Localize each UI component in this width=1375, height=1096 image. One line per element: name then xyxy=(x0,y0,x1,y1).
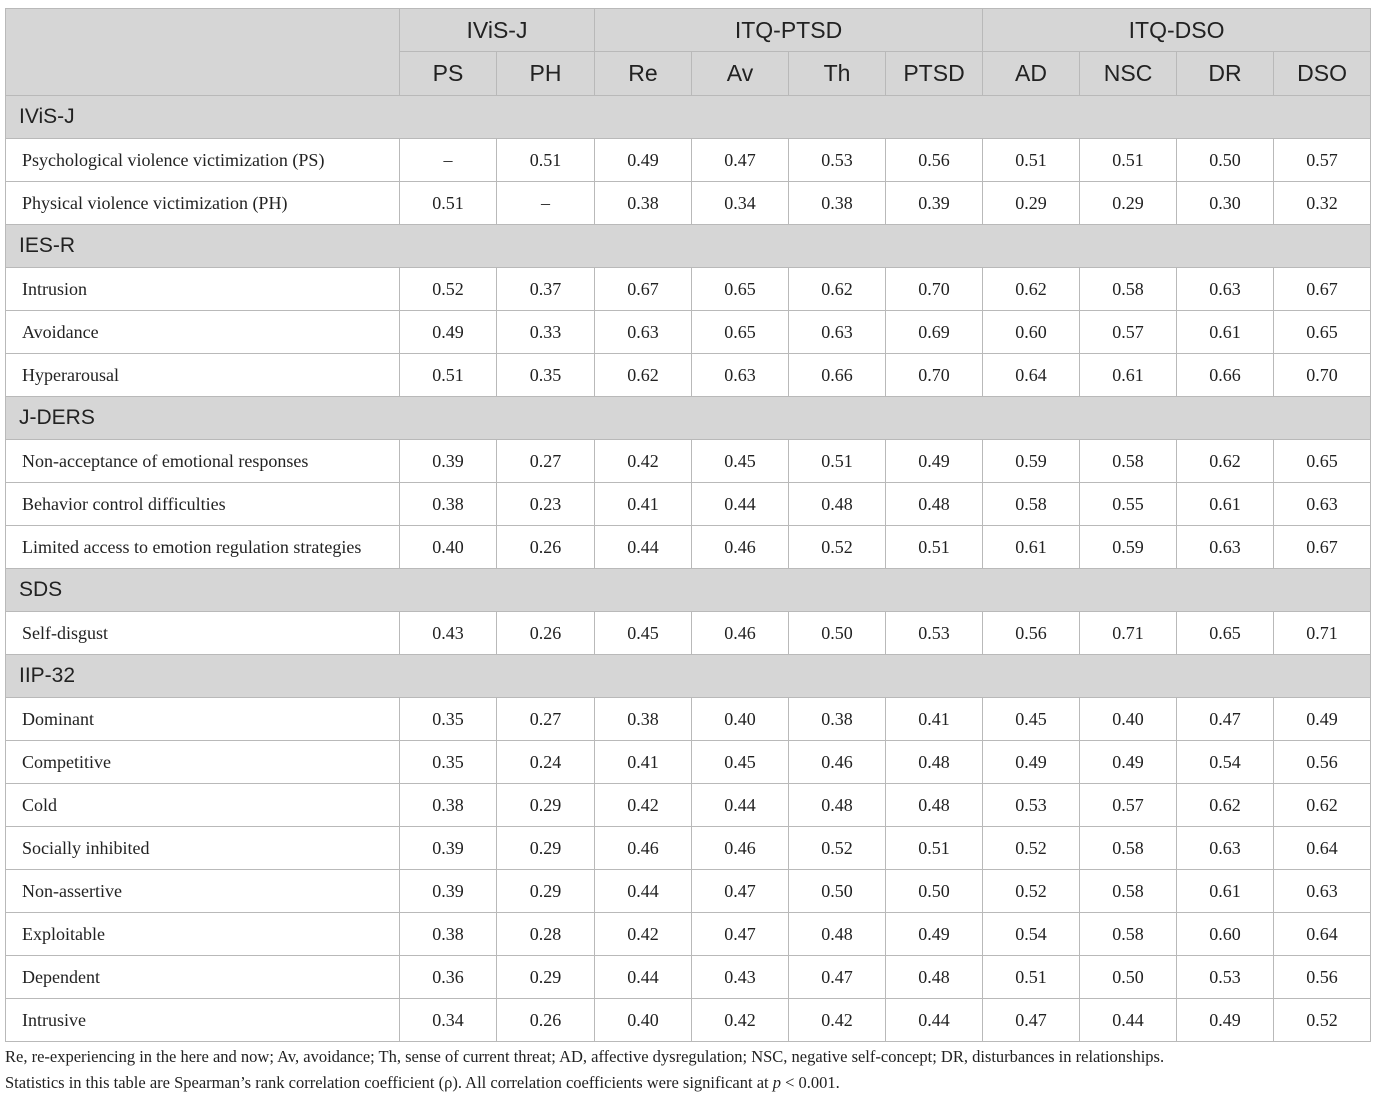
cell-dr: 0.62 xyxy=(1177,440,1274,483)
cell-ptsd: 0.51 xyxy=(886,827,983,870)
group-header-2: ITQ-DSO xyxy=(983,9,1371,52)
cell-ptsd: 0.70 xyxy=(886,268,983,311)
cell-th: 0.52 xyxy=(789,526,886,569)
cell-dr: 0.54 xyxy=(1177,741,1274,784)
cell-ptsd: 0.69 xyxy=(886,311,983,354)
cell-th: 0.48 xyxy=(789,913,886,956)
header-corner-lower xyxy=(6,52,400,96)
cell-dr: 0.47 xyxy=(1177,698,1274,741)
cell-dr: 0.30 xyxy=(1177,182,1274,225)
cell-nsc: 0.58 xyxy=(1080,870,1177,913)
cell-ad: 0.58 xyxy=(983,483,1080,526)
footnote-p-symbol: p xyxy=(772,1073,781,1092)
cell-ph: 0.24 xyxy=(497,741,595,784)
column-header-7: NSC xyxy=(1080,52,1177,96)
table-row xyxy=(6,741,1371,784)
cell-ps: 0.36 xyxy=(400,956,497,999)
cell-th: 0.50 xyxy=(789,612,886,655)
cell-ps: 0.35 xyxy=(400,698,497,741)
section-title: J-DERS xyxy=(6,397,1371,440)
column-header-0: PS xyxy=(400,52,497,96)
correlation-table-container xyxy=(5,8,1369,1042)
cell-dr: 0.63 xyxy=(1177,268,1274,311)
footnote-statistics xyxy=(5,1070,1369,1096)
table-row xyxy=(6,913,1371,956)
cell-th: 0.48 xyxy=(789,784,886,827)
row-label: Self-disgust xyxy=(6,612,400,655)
cell-av: 0.45 xyxy=(692,741,789,784)
cell-ph: 0.37 xyxy=(497,268,595,311)
cell-ps: – xyxy=(400,139,497,182)
cell-ph: 0.51 xyxy=(497,139,595,182)
cell-dr: 0.63 xyxy=(1177,827,1274,870)
cell-re: 0.63 xyxy=(595,311,692,354)
cell-ph: 0.29 xyxy=(497,827,595,870)
cell-re: 0.41 xyxy=(595,483,692,526)
table-row xyxy=(6,139,1371,182)
cell-th: 0.62 xyxy=(789,268,886,311)
cell-ps: 0.39 xyxy=(400,827,497,870)
cell-ps: 0.38 xyxy=(400,913,497,956)
cell-ptsd: 0.49 xyxy=(886,913,983,956)
table-row xyxy=(6,440,1371,483)
table-row xyxy=(6,483,1371,526)
cell-ad: 0.59 xyxy=(983,440,1080,483)
cell-th: 0.51 xyxy=(789,440,886,483)
section-row xyxy=(6,397,1371,440)
cell-ptsd: 0.51 xyxy=(886,526,983,569)
cell-ptsd: 0.56 xyxy=(886,139,983,182)
cell-ph: 0.26 xyxy=(497,612,595,655)
row-label: Competitive xyxy=(6,741,400,784)
group-header-0: IViS-J xyxy=(400,9,595,52)
cell-re: 0.45 xyxy=(595,612,692,655)
cell-ad: 0.52 xyxy=(983,870,1080,913)
cell-ptsd: 0.48 xyxy=(886,741,983,784)
section-row xyxy=(6,96,1371,139)
cell-th: 0.38 xyxy=(789,182,886,225)
cell-ptsd: 0.48 xyxy=(886,784,983,827)
cell-th: 0.50 xyxy=(789,870,886,913)
cell-ps: 0.51 xyxy=(400,354,497,397)
row-label: Intrusion xyxy=(6,268,400,311)
cell-dso: 0.64 xyxy=(1274,827,1371,870)
section-row xyxy=(6,225,1371,268)
cell-ptsd: 0.53 xyxy=(886,612,983,655)
cell-ptsd: 0.50 xyxy=(886,870,983,913)
cell-ad: 0.29 xyxy=(983,182,1080,225)
cell-dso: 0.49 xyxy=(1274,698,1371,741)
cell-nsc: 0.51 xyxy=(1080,139,1177,182)
cell-dr: 0.50 xyxy=(1177,139,1274,182)
cell-dso: 0.65 xyxy=(1274,440,1371,483)
cell-ph: 0.29 xyxy=(497,870,595,913)
cell-dr: 0.61 xyxy=(1177,483,1274,526)
cell-av: 0.65 xyxy=(692,311,789,354)
cell-ps: 0.38 xyxy=(400,784,497,827)
cell-re: 0.41 xyxy=(595,741,692,784)
cell-av: 0.63 xyxy=(692,354,789,397)
cell-dso: 0.57 xyxy=(1274,139,1371,182)
cell-dr: 0.60 xyxy=(1177,913,1274,956)
table-row xyxy=(6,956,1371,999)
cell-dso: 0.56 xyxy=(1274,956,1371,999)
cell-th: 0.66 xyxy=(789,354,886,397)
row-label: Psychological violence victimization (PS) xyxy=(6,139,400,182)
cell-th: 0.48 xyxy=(789,483,886,526)
column-header-2: Re xyxy=(595,52,692,96)
row-label: Intrusive xyxy=(6,999,400,1042)
cell-dso: 0.32 xyxy=(1274,182,1371,225)
cell-ph: 0.33 xyxy=(497,311,595,354)
cell-ps: 0.35 xyxy=(400,741,497,784)
table-row xyxy=(6,182,1371,225)
cell-th: 0.46 xyxy=(789,741,886,784)
table-header xyxy=(6,9,1371,96)
section-row xyxy=(6,655,1371,698)
cell-dr: 0.66 xyxy=(1177,354,1274,397)
cell-th: 0.53 xyxy=(789,139,886,182)
cell-ph: 0.28 xyxy=(497,913,595,956)
cell-dso: 0.64 xyxy=(1274,913,1371,956)
cell-th: 0.42 xyxy=(789,999,886,1042)
cell-nsc: 0.58 xyxy=(1080,827,1177,870)
cell-nsc: 0.57 xyxy=(1080,784,1177,827)
section-title: SDS xyxy=(6,569,1371,612)
column-header-8: DR xyxy=(1177,52,1274,96)
cell-ad: 0.62 xyxy=(983,268,1080,311)
section-title: IViS-J xyxy=(6,96,1371,139)
cell-ad: 0.61 xyxy=(983,526,1080,569)
table-row xyxy=(6,999,1371,1042)
cell-dso: 0.62 xyxy=(1274,784,1371,827)
column-header-1: PH xyxy=(497,52,595,96)
cell-dso: 0.70 xyxy=(1274,354,1371,397)
cell-av: 0.44 xyxy=(692,483,789,526)
cell-ad: 0.53 xyxy=(983,784,1080,827)
row-label: Behavior control difficulties xyxy=(6,483,400,526)
cell-nsc: 0.57 xyxy=(1080,311,1177,354)
cell-ph: – xyxy=(497,182,595,225)
cell-av: 0.34 xyxy=(692,182,789,225)
cell-ph: 0.23 xyxy=(497,483,595,526)
cell-ps: 0.39 xyxy=(400,440,497,483)
cell-nsc: 0.49 xyxy=(1080,741,1177,784)
cell-ps: 0.49 xyxy=(400,311,497,354)
cell-ptsd: 0.39 xyxy=(886,182,983,225)
cell-dr: 0.65 xyxy=(1177,612,1274,655)
cell-ad: 0.51 xyxy=(983,139,1080,182)
cell-re: 0.42 xyxy=(595,440,692,483)
cell-re: 0.44 xyxy=(595,956,692,999)
cell-ph: 0.26 xyxy=(497,999,595,1042)
cell-re: 0.44 xyxy=(595,870,692,913)
cell-dr: 0.61 xyxy=(1177,870,1274,913)
table-row xyxy=(6,784,1371,827)
cell-ps: 0.43 xyxy=(400,612,497,655)
cell-re: 0.38 xyxy=(595,182,692,225)
row-label: Dominant xyxy=(6,698,400,741)
cell-dso: 0.65 xyxy=(1274,311,1371,354)
correlation-table xyxy=(5,8,1371,1042)
group-header-1: ITQ-PTSD xyxy=(595,9,983,52)
column-header-row xyxy=(6,52,1371,96)
row-label: Avoidance xyxy=(6,311,400,354)
column-header-6: AD xyxy=(983,52,1080,96)
cell-ptsd: 0.44 xyxy=(886,999,983,1042)
cell-ps: 0.34 xyxy=(400,999,497,1042)
table-row xyxy=(6,870,1371,913)
row-label: Dependent xyxy=(6,956,400,999)
cell-ph: 0.26 xyxy=(497,526,595,569)
cell-nsc: 0.59 xyxy=(1080,526,1177,569)
cell-dr: 0.63 xyxy=(1177,526,1274,569)
row-label: Socially inhibited xyxy=(6,827,400,870)
cell-ad: 0.52 xyxy=(983,827,1080,870)
cell-th: 0.47 xyxy=(789,956,886,999)
cell-ptsd: 0.70 xyxy=(886,354,983,397)
cell-dso: 0.71 xyxy=(1274,612,1371,655)
cell-nsc: 0.71 xyxy=(1080,612,1177,655)
cell-re: 0.42 xyxy=(595,784,692,827)
cell-dso: 0.63 xyxy=(1274,483,1371,526)
section-row xyxy=(6,569,1371,612)
cell-av: 0.43 xyxy=(692,956,789,999)
cell-av: 0.65 xyxy=(692,268,789,311)
cell-ad: 0.47 xyxy=(983,999,1080,1042)
cell-ad: 0.54 xyxy=(983,913,1080,956)
cell-av: 0.46 xyxy=(692,526,789,569)
cell-ptsd: 0.48 xyxy=(886,956,983,999)
cell-av: 0.40 xyxy=(692,698,789,741)
footnote-threshold: < 0.001. xyxy=(780,1073,840,1092)
cell-nsc: 0.58 xyxy=(1080,440,1177,483)
cell-dr: 0.49 xyxy=(1177,999,1274,1042)
cell-dr: 0.62 xyxy=(1177,784,1274,827)
row-label: Non-assertive xyxy=(6,870,400,913)
table-row xyxy=(6,698,1371,741)
column-header-5: PTSD xyxy=(886,52,983,96)
row-label: Non-acceptance of emotional responses xyxy=(6,440,400,483)
cell-ad: 0.56 xyxy=(983,612,1080,655)
cell-nsc: 0.29 xyxy=(1080,182,1177,225)
cell-av: 0.46 xyxy=(692,827,789,870)
group-header-row xyxy=(6,9,1371,52)
section-title: IES-R xyxy=(6,225,1371,268)
cell-av: 0.44 xyxy=(692,784,789,827)
row-label: Cold xyxy=(6,784,400,827)
cell-dso: 0.52 xyxy=(1274,999,1371,1042)
table-row xyxy=(6,526,1371,569)
cell-av: 0.47 xyxy=(692,139,789,182)
cell-re: 0.42 xyxy=(595,913,692,956)
cell-nsc: 0.50 xyxy=(1080,956,1177,999)
row-label: Hyperarousal xyxy=(6,354,400,397)
cell-nsc: 0.55 xyxy=(1080,483,1177,526)
cell-ps: 0.38 xyxy=(400,483,497,526)
section-title: IIP-32 xyxy=(6,655,1371,698)
cell-re: 0.46 xyxy=(595,827,692,870)
column-header-9: DSO xyxy=(1274,52,1371,96)
cell-th: 0.63 xyxy=(789,311,886,354)
row-label: Physical violence victimization (PH) xyxy=(6,182,400,225)
cell-th: 0.52 xyxy=(789,827,886,870)
cell-av: 0.42 xyxy=(692,999,789,1042)
cell-nsc: 0.58 xyxy=(1080,913,1177,956)
cell-ps: 0.52 xyxy=(400,268,497,311)
cell-ad: 0.45 xyxy=(983,698,1080,741)
cell-nsc: 0.40 xyxy=(1080,698,1177,741)
cell-re: 0.49 xyxy=(595,139,692,182)
cell-dr: 0.53 xyxy=(1177,956,1274,999)
table-row xyxy=(6,612,1371,655)
cell-re: 0.40 xyxy=(595,999,692,1042)
cell-ph: 0.29 xyxy=(497,784,595,827)
header-corner xyxy=(6,9,400,52)
cell-av: 0.47 xyxy=(692,870,789,913)
cell-nsc: 0.44 xyxy=(1080,999,1177,1042)
cell-ph: 0.35 xyxy=(497,354,595,397)
cell-av: 0.47 xyxy=(692,913,789,956)
cell-ad: 0.49 xyxy=(983,741,1080,784)
cell-dr: 0.61 xyxy=(1177,311,1274,354)
cell-ps: 0.40 xyxy=(400,526,497,569)
table-row xyxy=(6,354,1371,397)
cell-ptsd: 0.41 xyxy=(886,698,983,741)
table-body xyxy=(6,96,1371,1042)
cell-av: 0.46 xyxy=(692,612,789,655)
cell-th: 0.38 xyxy=(789,698,886,741)
cell-dso: 0.67 xyxy=(1274,526,1371,569)
cell-ps: 0.51 xyxy=(400,182,497,225)
cell-ph: 0.27 xyxy=(497,440,595,483)
table-row xyxy=(6,311,1371,354)
cell-re: 0.67 xyxy=(595,268,692,311)
cell-av: 0.45 xyxy=(692,440,789,483)
table-footnote xyxy=(5,1044,1369,1096)
cell-nsc: 0.61 xyxy=(1080,354,1177,397)
cell-ph: 0.27 xyxy=(497,698,595,741)
cell-re: 0.44 xyxy=(595,526,692,569)
cell-ad: 0.60 xyxy=(983,311,1080,354)
cell-ptsd: 0.48 xyxy=(886,483,983,526)
footnote-abbreviations: Re, re-experiencing in the here and now; Av, avoidance; Th, sense of current threat; AD, affective dysregulation; NSC, negative self-concept; DR, disturbances in relationships. xyxy=(5,1047,1165,1066)
cell-ph: 0.29 xyxy=(497,956,595,999)
column-header-4: Th xyxy=(789,52,886,96)
cell-nsc: 0.58 xyxy=(1080,268,1177,311)
row-label: Limited access to emotion regulation strategies xyxy=(6,526,400,569)
cell-re: 0.62 xyxy=(595,354,692,397)
table-row xyxy=(6,268,1371,311)
cell-dso: 0.63 xyxy=(1274,870,1371,913)
cell-ptsd: 0.49 xyxy=(886,440,983,483)
cell-ps: 0.39 xyxy=(400,870,497,913)
cell-dso: 0.56 xyxy=(1274,741,1371,784)
footnote-statistics-text: Statistics in this table are Spearman’s rank correlation coefficient (ρ). All correlation coefficients were significant at xyxy=(5,1073,773,1092)
cell-re: 0.38 xyxy=(595,698,692,741)
table-row xyxy=(6,827,1371,870)
cell-ad: 0.64 xyxy=(983,354,1080,397)
column-header-3: Av xyxy=(692,52,789,96)
cell-dso: 0.67 xyxy=(1274,268,1371,311)
cell-ad: 0.51 xyxy=(983,956,1080,999)
row-label: Exploitable xyxy=(6,913,400,956)
